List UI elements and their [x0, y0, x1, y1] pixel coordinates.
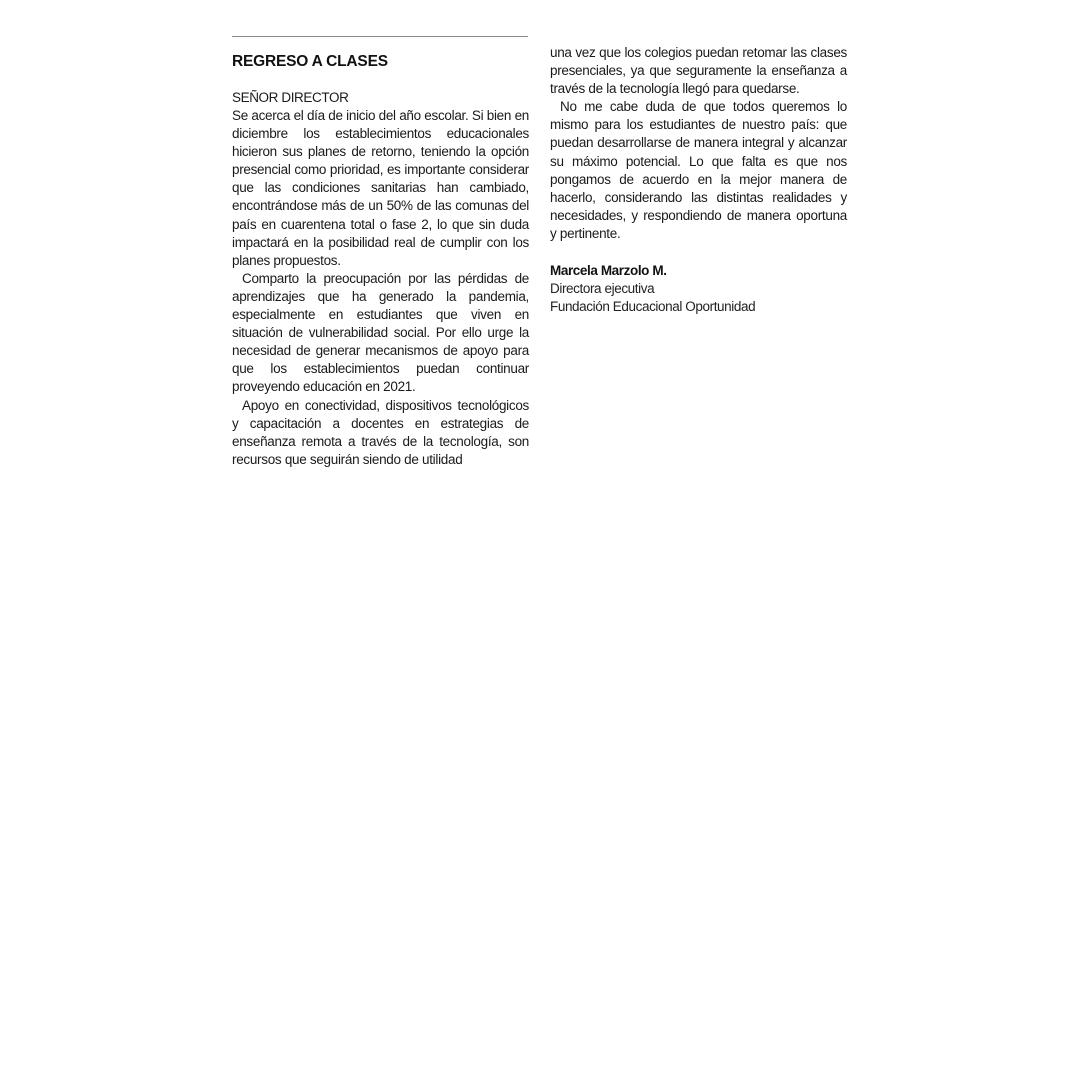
signature-name: Marcela Marzolo M. — [550, 263, 667, 279]
left-column — [232, 52, 529, 469]
paragraph-2: Comparto la preocupación por las pérdidas de aprendizajes que ha generado la pandemia, especialmente en estudiantes que viven en situación de vulnerabilidad social. Por ello urge la necesidad de generar mecanismos de apoyo para que los establecimientos puedan continuar proveyendo educación en 2021. — [232, 270, 529, 395]
paragraph-3: Apoyo en conectividad, dispositivos tecnológicos y capacitación a docentes en estrategias de enseñanza remota a través de la tecnología, son recursos que seguirán siendo de utilidad — [232, 397, 529, 467]
paragraph-4: No me cabe duda de que todos queremos lo mismo para los estudiantes de nuestro país: que puedan desarrollarse de manera integral y alcanzar su máximo potencial. Lo que falta es que nos pongamos de acuerdo en la mejor manera de hacerlo, considerando las distintas realidades y necesidades, y respondiendo de manera oportuna y pertinente. — [550, 99, 847, 241]
signature-title: Directora ejecutiva — [550, 281, 655, 297]
top-rule — [232, 36, 528, 37]
paragraph-3-continued: una vez que los colegios puedan retomar las clases presenciales, ya que seguramente la enseñanza a través de la tecnología llegó para quedarse. — [550, 45, 847, 97]
letter-headline: REGRESO A CLASES — [232, 53, 388, 70]
right-column — [550, 44, 847, 316]
paragraph-1: Se acerca el día de inicio del año escolar. Si bien en diciembre los establecimientos educacionales hicieron sus planes de retorno, teniendo la opción presencial como prioridad, es importante considerar que las condiciones sanitarias han cambiado, encontrándose más de un 50% de las comunas del país en cuarentena total o fase 2, lo que sin duda impactará en la posibilidad real de cumplir con los planes propuestos. — [232, 108, 529, 268]
salutation: SEÑOR DIRECTOR — [232, 90, 349, 105]
signature-organization: Fundación Educacional Oportunidad — [550, 299, 756, 315]
